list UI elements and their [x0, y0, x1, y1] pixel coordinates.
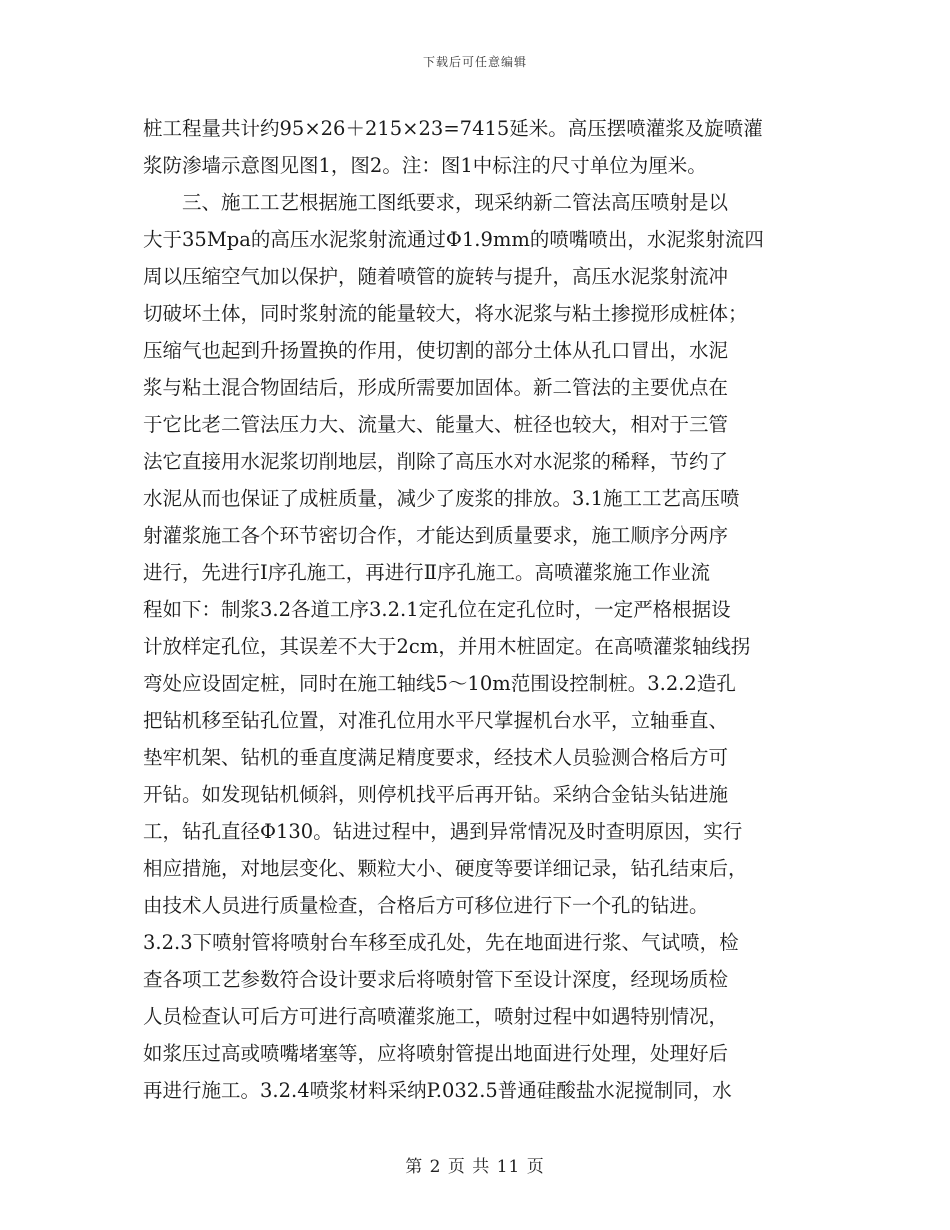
- text-line: 大于35Mpa的高压水泥浆射流通过Φ1.9mm的喷嘴喷出，水泥浆射流四: [143, 228, 764, 251]
- text-line: 压缩气也起到升扬置换的作用，使切割的部分土体从孔口冒出，水泥: [143, 339, 729, 362]
- text-line: 浆防渗墙示意图见图1，图2。注：图1中标注的尺寸单位为厘米。: [143, 154, 707, 177]
- text-line: 射灌浆施工各个环节密切合作，才能达到质量要求，施工顺序分两序: [143, 524, 729, 547]
- text-line: 水泥从而也保证了成桩质量，减少了废浆的排放。3.1施工工艺高压喷: [143, 487, 740, 510]
- page-header: 下载后可任意编辑: [422, 55, 527, 69]
- text-line: 垫牢机架、钻机的垂直度满足精度要求，经技术人员验测合格后方可: [143, 746, 729, 769]
- text-line: 程如下：制浆3.2各道工序3.2.1定孔位在定孔位时，一定严格根据设: [143, 598, 731, 621]
- text-line: 桩工程量共计约95×26＋215×23=7415延米。高压摆喷灌浆及旋喷灌: [143, 117, 763, 140]
- text-line: 相应措施，对地层变化、颗粒大小、硬度等要详细记录，钻孔结束后，: [143, 857, 748, 880]
- text-line: 弯处应设固定桩，同时在施工轴线5～10m范围设控制桩。3.2.2造孔: [143, 672, 736, 695]
- document-body: [143, 110, 808, 1109]
- text-line: 工，钻孔直径Φ130。钻进过程中，遇到异常情况及时查明原因，实行: [143, 820, 743, 843]
- text-line: 由技术人员进行质量检查，合格后方可移位进行下一个孔的钻进。: [143, 894, 709, 917]
- text-line: 开钻。如发现钻机倾斜，则停机找平后再开钻。采纳合金钻头钻进施: [143, 783, 729, 806]
- text-line: 切破坏土体，同时浆射流的能量较大，将水泥浆与粘土掺搅形成桩体；: [143, 302, 748, 325]
- text-line: 把钻机移至钻孔位置，对准孔位用水平尺掌握机台水平，立轴垂直、: [143, 709, 729, 732]
- text-line: 周以压缩空气加以保护，随着喷管的旋转与提升，高压水泥浆射流冲: [143, 265, 729, 288]
- text-line: 进行，先进行Ⅰ序孔施工，再进行Ⅱ序孔施工。高喷灌浆施工作业流: [143, 561, 710, 584]
- text-line: 人员检查认可后方可进行高喷灌浆施工，喷射过程中如遇特别情况，: [143, 1005, 729, 1028]
- text-line: 再进行施工。3.2.4喷浆材料采纳P.032.5普通硅酸盐水泥搅制同，水: [143, 1079, 732, 1102]
- text-line: 计放样定孔位，其误差不大于2cm，并用木桩固定。在高喷灌浆轴线拐: [143, 635, 751, 658]
- page-footer: 第 2 页 共 11 页: [405, 1157, 545, 1177]
- text-line: 于它比老二管法压力大、流量大、能量大、桩径也较大，相对于三管: [143, 413, 729, 436]
- text-line: 查各项工艺参数符合设计要求后将喷射管下至设计深度，经现场质检: [143, 968, 729, 991]
- text-line: 三、施工工艺根据施工图纸要求，现采纳新二管法高压喷射是以: [143, 191, 729, 214]
- text-line: 浆与粘土混合物固结后，形成所需要加固体。新二管法的主要优点在: [143, 376, 729, 399]
- text-line: 3.2.3下喷射管将喷射台车移至成孔处，先在地面进行浆、气试喷，检: [143, 931, 739, 954]
- text-line: 法它直接用水泥浆切削地层，削除了高压水对水泥浆的稀释，节约了: [143, 450, 729, 473]
- text-line: 如浆压过高或喷嘴堵塞等，应将喷射管提出地面进行处理，处理好后: [143, 1042, 729, 1065]
